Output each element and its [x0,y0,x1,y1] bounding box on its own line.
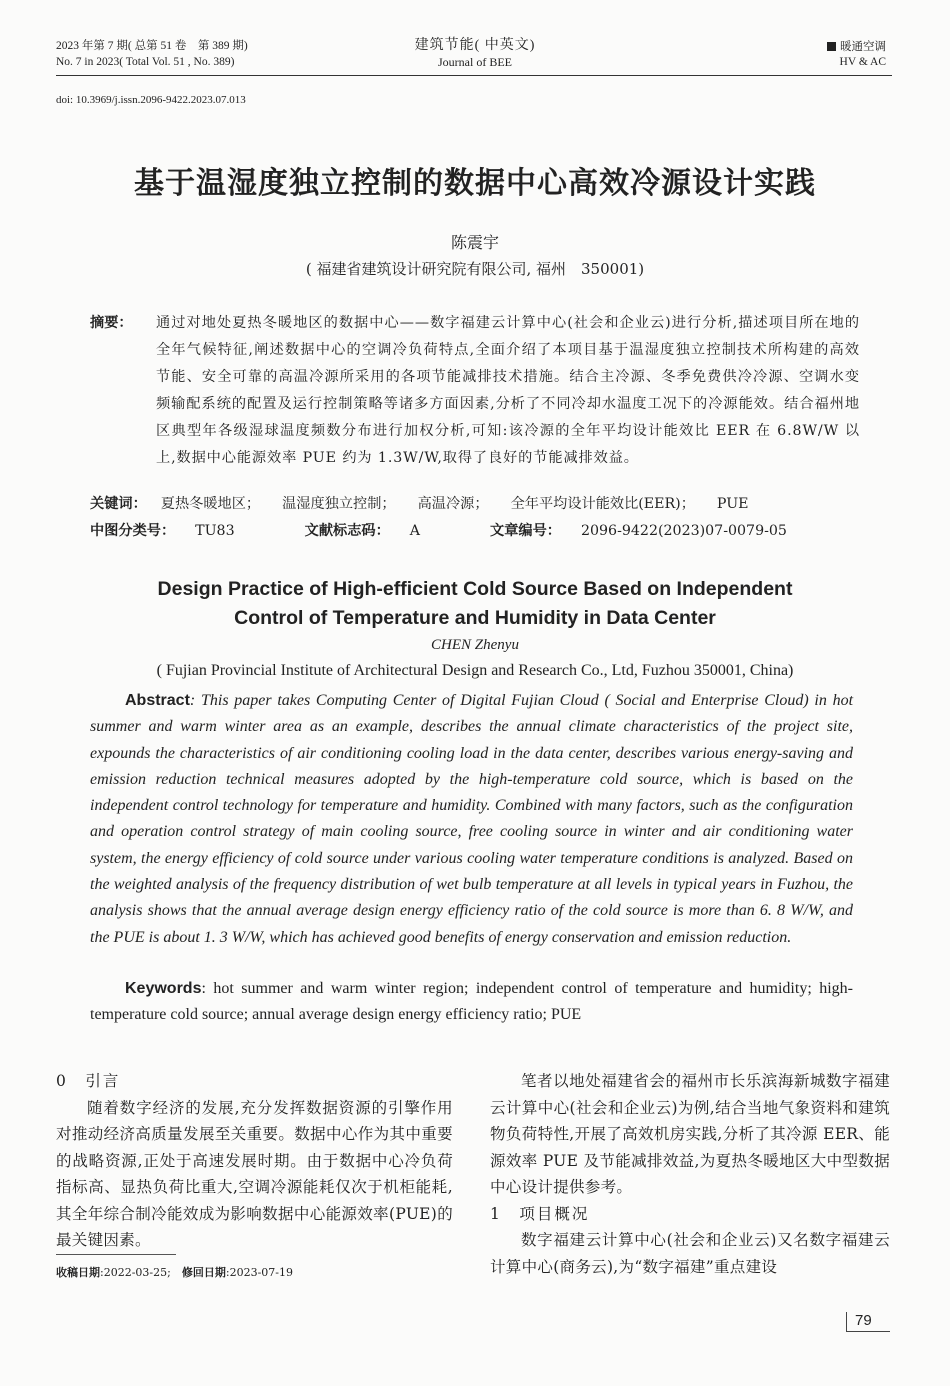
paragraph: 数字福建云计算中心(社会和企业云)又名数字福建云计算中心(商务云),为“数字福建”重点建设 [490,1231,890,1276]
section-name-cn: 暖通空调 [840,41,886,53]
keywords-en-text: hot summer and warm winter region; independent control of temperature and humidity; high-temperature cold source; annual average design energy efficiency ratio; PUE [90,980,854,1024]
english-title-line: Design Practice of High-efficient Cold Source Based on Independent [157,578,793,600]
abstract-en-text: This paper takes Computing Center of Digital Fujian Cloud ( Social and Enterprise Cloud) in hot summer and warm winter area as an example, describes the annual climate characteristics of the project site, expounds the characteristics of air conditioning cooling load in the data center, describes various energy-saving and emission reduction technical measures adopted by the high-temperature cold source, which is based on the independent control technology for temperature and humidity. Combined with many factors, such as the configuration and operation control strategy of main cooling source, free cooling source in winter and air conditioning water system, the energy efficiency of cold source under various cooling water temperature conditions is analyzed. Based on the weighted analysis of the frequency distribution of wet bulb temperature at all levels in typical years in Fuzhou, the analysis shows that the annual average design energy efficiency ratio of the cold source is more than 6. 8 W/W, and the PUE is about 1. 3 W/W, which has achieved good benefits of energy conservation and emission reduction. [90,692,854,946]
keyword: 高温冷源； [417,496,489,512]
keyword: 全年平均设计能效比(EER)； [510,496,695,512]
doc-code-value: A [409,523,421,539]
header-issue-cn: 2023 年第 7 期( 总第 51 卷 第 389 期) [56,40,248,52]
english-title-line: Control of Temperature and Humidity in Data Center [234,607,716,629]
paper-title: 基于温湿度独立控制的数据中心高效冷源设计实践 [134,166,816,201]
keyword: PUE [716,496,749,512]
section-name-en: HV & AC [839,56,886,68]
body-column-right [490,1068,890,1280]
keywords-en: Keywords: hot summer and warm winter region; independent control of temperature and humidity; high-temperature cold source; annual average design energy efficiency ratio; PUE [90,980,854,1024]
keyword: 温湿度独立控制； [282,496,396,512]
footnote-divider [56,1254,176,1255]
keyword: 夏热冬暖地区； [160,496,261,512]
english-affiliation: ( Fujian Provincial Institute of Architectural Design and Research Co., Ltd, Fuzhou 350001, China) [156,662,794,679]
article-no-label: 文章编号： [490,523,561,539]
clc-value: TU83 [195,523,235,539]
clc-label: 中图分类号： [90,523,176,539]
section-heading: 0 引言 [56,1072,121,1090]
journal-name-en: Journal of BEE [438,55,512,69]
header-section [827,40,886,70]
paragraph: 笔者以地处福建省会的福州市长乐滨海新城数字福建云计算中心(社会和企业云)为例,结合当地气象资料和建筑物负荷特性,开展了高效机房实践,分析了其冷源 EER、能源效率 PUE 及节能减排效益,为夏热冬暖地区大中型数据中心设计提供参考。 [490,1072,890,1196]
page-number: 79 [846,1312,890,1332]
english-author: CHEN Zhenyu [431,637,519,653]
abstract-cn [90,310,860,472]
footnote-dates: 收稿日期:2022-03-25; 修回日期:2023-07-19 [56,1266,293,1279]
received-label: 收稿日期 [56,1266,100,1279]
doc-code-label: 文献标志码： [304,523,390,539]
keywords-cn-label: 关键词： [90,496,147,512]
abstract-cn-text: 通过对地处夏热冬暖地区的数据中心——数字福建云计算中心(社会和企业云)进行分析,描述项目所在地的全年气候特征,阐述数据中心的空调冷负荷特点,全面介绍了本项目基于温湿度独立控制技术所构建的高效节能、安全可靠的高温冷源所采用的各项节能减排技术措施。结合主冷源、冬季免费供冷冷源、空调水变频输配系统的配置及运行控制策略等诸多方面因素,分析了不同冷却水温度工况下的冷源能效。结合福州地区典型年各级湿球温度频数分布进行加权分析,可知:该冷源的全年平均设计能效比 EER 在 6.8W/W 以上,数据中心能源效率 PUE 约为 1.3W/W,取得了良好的节能减排效益。 [156,315,860,466]
affiliation: ( 福建省建筑设计研究院有限公司, 福州 350001) [305,260,645,278]
journal-name-cn: 建筑节能( 中英文) [414,38,536,53]
body-column-left [56,1068,453,1254]
abstract-en-label: Abstract [125,692,190,709]
keywords-en-label: Keywords [125,980,202,997]
section-heading: 1 项目概况 [490,1204,590,1223]
doi: doi: 10.3969/j.issn.2096-9422.2023.07.013 [56,94,246,106]
header-divider [56,75,892,76]
header-journal [0,38,950,70]
abstract-cn-label: 摘要： [90,315,133,331]
revised-date: 2023-07-19 [229,1266,293,1279]
keywords-cn [90,492,870,516]
english-title [0,575,950,633]
revised-label: 修回日期 [181,1266,226,1279]
paragraph: 随着数字经济的发展,充分发挥数据资源的引擎作用对推动经济高质量发展至关重要。数据中心作为其中重要的战略资源,正处于高速发展时期。由于数据中心冷负荷指标高、显热负荷比重大,空调冷源能耗仅次于机柜能耗,其全年综合制冷能效成为影响数据中心能源效率(PUE)的最关键因素。 [56,1098,453,1249]
header-issue-en: No. 7 in 2023( Total Vol. 51 , No. 389) [56,56,235,68]
article-no-value: 2096-9422(2023)07-0079-05 [580,523,787,539]
author: 陈震宇 [450,233,499,252]
abstract-en: Abstract: This paper takes Computing Center of Digital Fujian Cloud ( Social and Enterprise Cloud) in hot summer and warm winter area as an example, describes the annual climate characteristics of the project site, expounds the characteristics of air conditioning cooling load in the data center, describes various energy-saving and emission reduction technical measures adopted by the high-temperature cold source, which is based on the independent control technology for temperature and humidity. Combined with many factors, such as the configuration and operation control strategy of main cooling source, free cooling source in winter and air conditioning water system, the energy efficiency of cold source under various cooling water temperature conditions is analyzed. Based on the weighted analysis of the frequency distribution of wet bulb temperature at all levels in typical years in Fuzhou, the analysis shows that the annual average design energy efficiency ratio of the cold source is more than 6. 8 W/W, and the PUE is about 1. 3 W/W, which has achieved good benefits of energy conservation and emission reduction. [90,692,854,946]
section-square-icon [827,42,836,51]
classification-row [90,519,870,543]
received-date: 2022-03-25 [103,1266,168,1279]
